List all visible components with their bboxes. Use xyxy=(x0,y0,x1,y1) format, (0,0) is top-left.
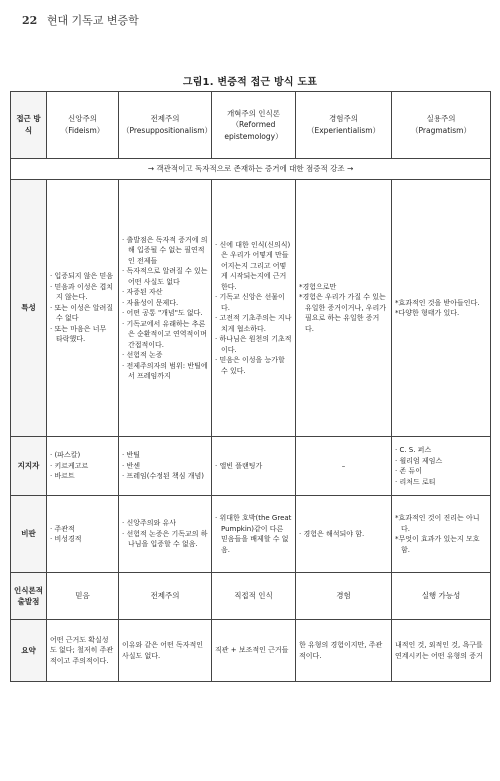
list-item: * 다양한 형태가 있다. xyxy=(395,308,487,319)
table-row-supporters xyxy=(11,437,491,496)
table-row-critique xyxy=(11,496,491,573)
list-item: · 전제주의자의 범위: 반틸에서 프레임까지 xyxy=(122,361,208,382)
list-item: · 믿음은 이성을 능가할 수 있다. xyxy=(215,355,292,376)
origin-presuppositionalism: 전제주의 xyxy=(119,573,212,620)
header-presuppositionalism: 전제주의 （Presuppositionalism） xyxy=(119,92,212,159)
traits-pragmatism xyxy=(392,180,491,437)
list-item: · 위대한 호박(the Great Pumpkin)같이 다른 믿음들을 배제할 수 없음. xyxy=(215,513,292,555)
row-label-epistemic-origin: 인식론적 출발점 xyxy=(11,573,47,620)
row-label-traits: 특성 xyxy=(11,180,47,437)
origin-pragmatism: 실행 가능성 xyxy=(392,573,491,620)
row-label-supporters: 지지자 xyxy=(11,437,47,496)
header-approach: 접근 방식 xyxy=(11,92,47,159)
list-item: · 앨빈 플랜팅가 xyxy=(215,461,292,472)
header-reformed-epistemology: 개혁주의 인식론 （Reformed epistemology） xyxy=(212,92,296,159)
supporters-reformed xyxy=(212,437,296,496)
book-title: 현대 기독교 변증학 xyxy=(46,14,139,27)
list-item: · 기독교 신앙은 선물이다. xyxy=(215,292,292,313)
row-label-critique: 비판 xyxy=(11,496,47,573)
list-item: · 신앙주의와 유사 xyxy=(122,518,208,529)
supporters-pragmatism xyxy=(392,437,491,496)
list-item: · 프레임(수정된 책심 개념) xyxy=(122,471,208,482)
list-item: · 반센 xyxy=(122,461,208,472)
list-item: · 믿음과 이성은 겹치지 않는다. xyxy=(50,282,115,303)
list-item: · 하나님은 원천의 기초적이다. xyxy=(215,334,292,355)
list-item: · 자율성이 문제다. xyxy=(122,298,208,309)
table-row-epistemic-origin xyxy=(11,573,491,620)
list-item: · 윌리엄 제임스 xyxy=(395,456,487,467)
list-item: · 출발점은 독자적 증거에 의해 입증될 수 없는 필연적인 전제들 xyxy=(122,235,208,267)
summary-presuppositionalism: 이유와 같은 어떤 독자적인 사실도 없다. xyxy=(119,620,212,682)
list-item: · C. S. 퍼스 xyxy=(395,445,487,456)
list-item: · 주관적 xyxy=(50,524,115,535)
header-fideism: 신앙주의 （Fideism） xyxy=(47,92,119,159)
list-item: · 선험적 논증은 기독교의 하나님을 입증할 수 없음. xyxy=(122,529,208,550)
list-item: · 바르트 xyxy=(50,471,115,482)
list-item: · 선험적 논증 xyxy=(122,350,208,361)
running-header xyxy=(22,12,139,28)
traits-presuppositionalism xyxy=(119,180,212,437)
list-item: · 또는 마음은 너무 타락했다. xyxy=(50,324,115,345)
list-item: · 기독교에서 유래하는 추론은 순환적이고 연역적이며 간접적이다. xyxy=(122,319,208,351)
supporters-presuppositionalism xyxy=(119,437,212,496)
list-item: * 무엇이 효과가 있는지 모호함. xyxy=(395,534,487,555)
summary-fideism: 어떤 근거도 확실성도 없다; 철저히 주관적이고 주의적이다. xyxy=(47,620,119,682)
critique-experientialism xyxy=(296,496,392,573)
summary-experientialism: 한 유형의 경험이지만, 주관적이다. xyxy=(296,620,392,682)
list-item: · 경험은 해석되야 함. xyxy=(299,529,388,540)
list-item: · 고전적 기초주의는 지나치게 협소하다. xyxy=(215,313,292,334)
critique-reformed xyxy=(212,496,296,573)
list-item: * 경험으로만 xyxy=(299,282,388,293)
supporters-experientialism: – xyxy=(296,437,392,496)
list-item: · 비성경적 xyxy=(50,534,115,545)
origin-fideism: 믿음 xyxy=(47,573,119,620)
figure-title: 그림1. 변증적 접근 방식 도표 xyxy=(182,77,318,88)
list-item: * 경험은 우리가 가질 수 있는 유일한 증거이거나, 우리가 필요로 하는 유일한 증거다. xyxy=(299,292,388,334)
supporters-fideism xyxy=(47,437,119,496)
summary-reformed: 직관 + 보조적인 근거들 xyxy=(212,620,296,682)
list-item: · (파스칼) xyxy=(50,450,115,461)
list-item: · 리처드 로티 xyxy=(395,477,487,488)
traits-fideism xyxy=(47,180,119,437)
list-item: · 독자적으로 알려질 수 있는 어떤 사실도 없다 xyxy=(122,266,208,287)
origin-reformed: 직접적 인식 xyxy=(212,573,296,620)
traits-experientialism xyxy=(296,180,392,437)
list-item: · 키르케고르 xyxy=(50,461,115,472)
list-item: · 신에 대한 인식(신의식)은 우리가 어떻게 만들어지는지 그리고 어떻게 시작되는지에 근거한다. xyxy=(215,240,292,293)
list-item: · 또는 이성은 알려질 수 없다 xyxy=(50,303,115,324)
table-row-traits xyxy=(11,180,491,437)
critique-pragmatism xyxy=(392,496,491,573)
critique-presuppositionalism xyxy=(119,496,212,573)
apologetics-approach-table xyxy=(10,91,491,682)
traits-reformed xyxy=(212,180,296,437)
list-item: * 효과적인 것을 받아들인다. xyxy=(395,298,487,309)
summary-pragmatism: 내적인 것, 외적인 것, 욕구를 연계시키는 어떤 유형의 증거 xyxy=(392,620,491,682)
list-item: · 자증된 자산 xyxy=(122,287,208,298)
page-number: 22 xyxy=(22,14,38,27)
list-item: · 입증되지 않은 믿음 xyxy=(50,271,115,282)
critique-fideism xyxy=(47,496,119,573)
list-item: * 효과적인 것이 진리는 아니다. xyxy=(395,513,487,534)
header-pragmatism: 실용주의 （Pragmatism） xyxy=(392,92,491,159)
emphasis-arrow-row: → 객관적이고 독자적으로 존재하는 증거에 대한 점증적 강조 → xyxy=(11,159,491,180)
header-experientialism: 경험주의 （Experientialism） xyxy=(296,92,392,159)
list-item: · 반틸 xyxy=(122,450,208,461)
list-item: · 존 듀이 xyxy=(395,466,487,477)
row-label-summary: 요약 xyxy=(11,620,47,682)
table-row-summary xyxy=(11,620,491,682)
list-item: · 어떤 공통 "개념"도 없다. xyxy=(122,308,208,319)
origin-experientialism: 경험 xyxy=(296,573,392,620)
